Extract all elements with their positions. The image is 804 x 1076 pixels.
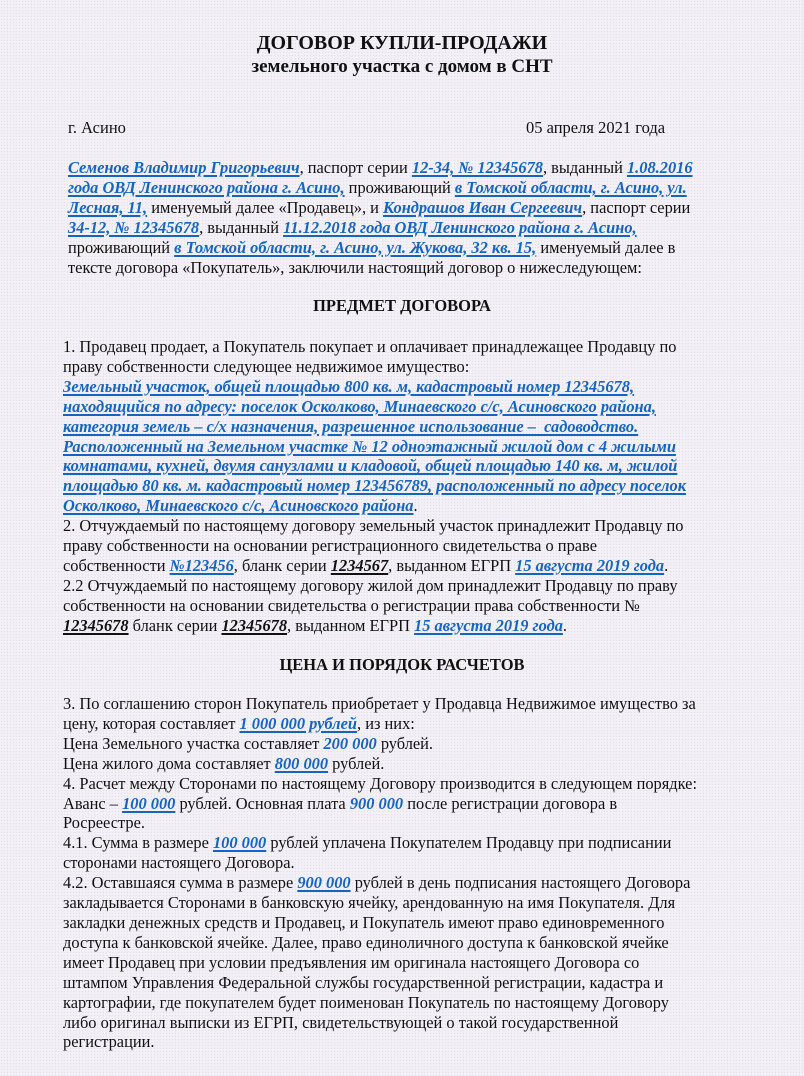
filled-field-value: площадью 80 кв. м. кадастровый номер 123456789, расположенный по адресу поселок [63, 476, 687, 496]
text-line [63, 516, 735, 536]
filled-field-value: №123456 [169, 555, 234, 575]
text-segment: Аванс – [63, 793, 123, 813]
text-segment: именуемый далее в [536, 237, 676, 257]
text-line [63, 377, 735, 397]
text-line [63, 556, 735, 576]
text-segment: собственности на основании свидетельства о регистрации права собственности № [63, 595, 640, 615]
text-line [63, 813, 739, 833]
filled-field-value: 900 000 [297, 873, 351, 893]
text-segment: Цена жилого дома составляет [63, 753, 275, 773]
text-line [63, 496, 735, 516]
text-line [68, 198, 738, 218]
text-line [63, 596, 735, 616]
text-line [63, 616, 735, 636]
text-segment: 1. Продавец продает, а Покупатель покупает и оплачивает принадлежащее Продавцу по [63, 337, 677, 356]
text-line [63, 714, 739, 734]
filled-field-value: года ОВД Ленинского района г. Асино, [68, 177, 345, 197]
text-segment: регистрации. [63, 1032, 155, 1052]
text-line [63, 774, 739, 794]
filled-field-value: 15 августа 2019 года [414, 615, 563, 635]
text-segment: праву собственности на основании регистрационного свидетельства о праве [63, 536, 597, 556]
text-segment: сторонами настоящего Договора. [63, 853, 295, 873]
text-segment: рублей уплачена Покупателем Продавцу при подписании [266, 833, 672, 853]
filled-field-value: Осколково, Минаевского с/с, Асиновского района [63, 496, 414, 516]
text-segment: Росреестре. [63, 813, 145, 833]
section-heading-subject: ПРЕДМЕТ ДОГОВОРА [313, 296, 491, 315]
text-line [63, 694, 739, 714]
text-segment: имеет Продавец при условии предъявления им оригинала настоящего Договора со [63, 952, 640, 972]
text-segment: 4. Расчет между Сторонами по настоящему Договору производится в следующем порядке: [63, 773, 698, 793]
text-segment: проживающий [68, 237, 175, 257]
text-segment: закладывается Сторонами в банковскую ячейку, арендованную на имя Покупателя. Для [63, 893, 676, 913]
text-line [63, 893, 739, 913]
text-segment: рублей. [328, 753, 385, 773]
text-line [68, 218, 738, 238]
text-segment: . [562, 615, 568, 635]
parties-paragraph [68, 158, 738, 277]
text-line [63, 357, 735, 377]
text-segment: бланк серии [128, 615, 222, 635]
text-line [68, 178, 738, 198]
text-line [63, 1032, 739, 1052]
filled-field-value: 100 000 [122, 793, 176, 813]
text-segment: праву собственности следующее недвижимое имущество: [63, 356, 470, 376]
contract-city: г. Асино [68, 118, 126, 137]
filled-field-value: в Томской области, г. Асино, ул. Жукова, 32 кв. 15, [174, 237, 537, 257]
filled-field-value: 12345678 [221, 615, 288, 635]
filled-field-value: 34-12, № 12345678 [68, 217, 200, 237]
filled-field-value: 800 000 [274, 753, 329, 773]
text-line [68, 158, 738, 178]
text-segment: 3. По соглашению сторон Покупатель приобретает у Продавца Недвижимое имущество за [63, 694, 696, 713]
text-segment: 4.1. Сумма в размере [63, 833, 213, 853]
text-line [68, 238, 738, 258]
text-line [63, 1013, 739, 1033]
text-segment: , из них: [357, 713, 415, 733]
text-segment: картографии, где покупателем будет поименован Покупатель по настоящему Договору [63, 992, 669, 1012]
text-segment: закладки денежных средств и Продавец, и Покупатель имеют право единовременного [63, 912, 665, 932]
text-line [63, 476, 735, 496]
text-line [63, 794, 739, 814]
text-segment: . [664, 555, 669, 575]
text-line [68, 258, 738, 278]
text-line [63, 536, 735, 556]
filled-field-value: комнатами, кухней, двумя санузлами и кладовой, общей площадью 140 кв. м, жилой [63, 456, 678, 476]
text-segment: , выданный [199, 217, 284, 237]
contract-date: 05 апреля 2021 года [526, 118, 666, 137]
text-segment: после регистрации договора в [403, 793, 618, 813]
filled-field-value: 1 000 000 рублей [239, 713, 357, 733]
document-subtitle: земельного участка с домом в СНТ [251, 56, 553, 77]
filled-field-value: Семенов Владимир Григорьевич [68, 158, 300, 177]
text-segment: , паспорт серии [299, 158, 412, 177]
text-segment: либо оригинал выписки из ЕГРП, свидетельствующей о такой государственной [63, 1012, 619, 1032]
text-segment: 2.2 Отчуждаемый по настоящему договору жилой дом принадлежит Продавцу по праву [63, 575, 678, 595]
text-line [63, 833, 739, 853]
text-line [63, 397, 735, 417]
text-line [63, 337, 735, 357]
filled-field-value: 12345678 [63, 615, 129, 635]
text-segment: цену, которая составляет [63, 713, 240, 733]
text-segment: Цена Земельного участка составляет [63, 733, 324, 753]
text-segment: проживающий [344, 177, 455, 197]
text-segment: 2. Отчуждаемый по настоящему договору земельный участок принадлежит Продавцу по [63, 516, 684, 536]
text-segment: доступа к банковской ячейке. Далее, право единоличного доступа к банковской ячейке [63, 932, 669, 952]
text-line [63, 913, 739, 933]
section-subject-body [63, 337, 735, 636]
filled-field-value: категория земель – с/х назначения, разрешенное использование – садоводство. [63, 416, 639, 436]
text-line [63, 456, 735, 476]
text-segment: , выданном ЕГРП [287, 615, 415, 635]
filled-field-value: 900 000 [349, 793, 404, 813]
filled-field-value: Расположенный на Земельном участке № 12 одноэтажный жилой дом с 4 жилыми [63, 436, 676, 456]
text-segment: тексте договора «Покупатель», заключили настоящий договор о нижеследующем: [68, 257, 642, 277]
text-line [63, 437, 735, 457]
filled-field-value: Лесная, 11, [68, 197, 148, 217]
filled-field-value: в Томской области, г. Асино, ул. [454, 177, 687, 197]
text-line [63, 973, 739, 993]
text-line [63, 953, 739, 973]
filled-field-value: 100 000 [212, 833, 267, 853]
text-segment: , выданный [542, 158, 627, 177]
text-segment: рублей в день подписания настоящего Договора [350, 873, 691, 893]
text-line [63, 853, 739, 873]
filled-field-value: Земельный участок, общей площадью 800 кв. м, кадастровый номер 12345678, [63, 376, 635, 396]
section-price-body [63, 694, 739, 1052]
filled-field-value: 12-34, № 12345678 [411, 158, 543, 177]
text-line [63, 873, 739, 893]
text-line [63, 993, 739, 1013]
text-segment: , выданном ЕГРП [388, 555, 516, 575]
filled-field-value: 1234567 [330, 555, 389, 575]
filled-field-value: 200 000 [323, 733, 377, 753]
filled-field-value: 11.12.2018 года ОВД Ленинского района г. Асино, [283, 217, 637, 237]
text-segment: . [413, 496, 418, 516]
text-segment: рублей. [376, 733, 434, 753]
text-line [63, 754, 739, 774]
filled-field-value: 1.08.2016 [626, 158, 693, 177]
filled-field-value: 15 августа 2019 года [515, 555, 665, 575]
filled-field-value: находящийся по адресу: поселок Осколково, Минаевского с/с, Асиновского района, [63, 396, 656, 416]
text-line [63, 734, 739, 754]
text-segment: , бланк серии [233, 555, 331, 575]
section-heading-price: ЦЕНА И ПОРЯДОК РАСЧЕТОВ [279, 655, 525, 674]
text-segment: собственности [63, 555, 170, 575]
text-segment: именуемый далее «Продавец», и [147, 197, 384, 217]
text-segment: штампом Управления Федеральной службы государственной регистрации, кадастра и [63, 972, 664, 992]
document-title: ДОГОВОР КУПЛИ-ПРОДАЖИ [256, 32, 548, 54]
text-line [63, 933, 739, 953]
filled-field-value: Кондрашов Иван Сергеевич [383, 197, 583, 217]
text-segment: , паспорт серии [582, 197, 691, 217]
text-segment: рублей. Основная плата [175, 793, 350, 813]
text-line [63, 576, 735, 596]
text-line [63, 417, 735, 437]
text-segment: 4.2. Оставшаяся сумма в размере [63, 873, 298, 893]
